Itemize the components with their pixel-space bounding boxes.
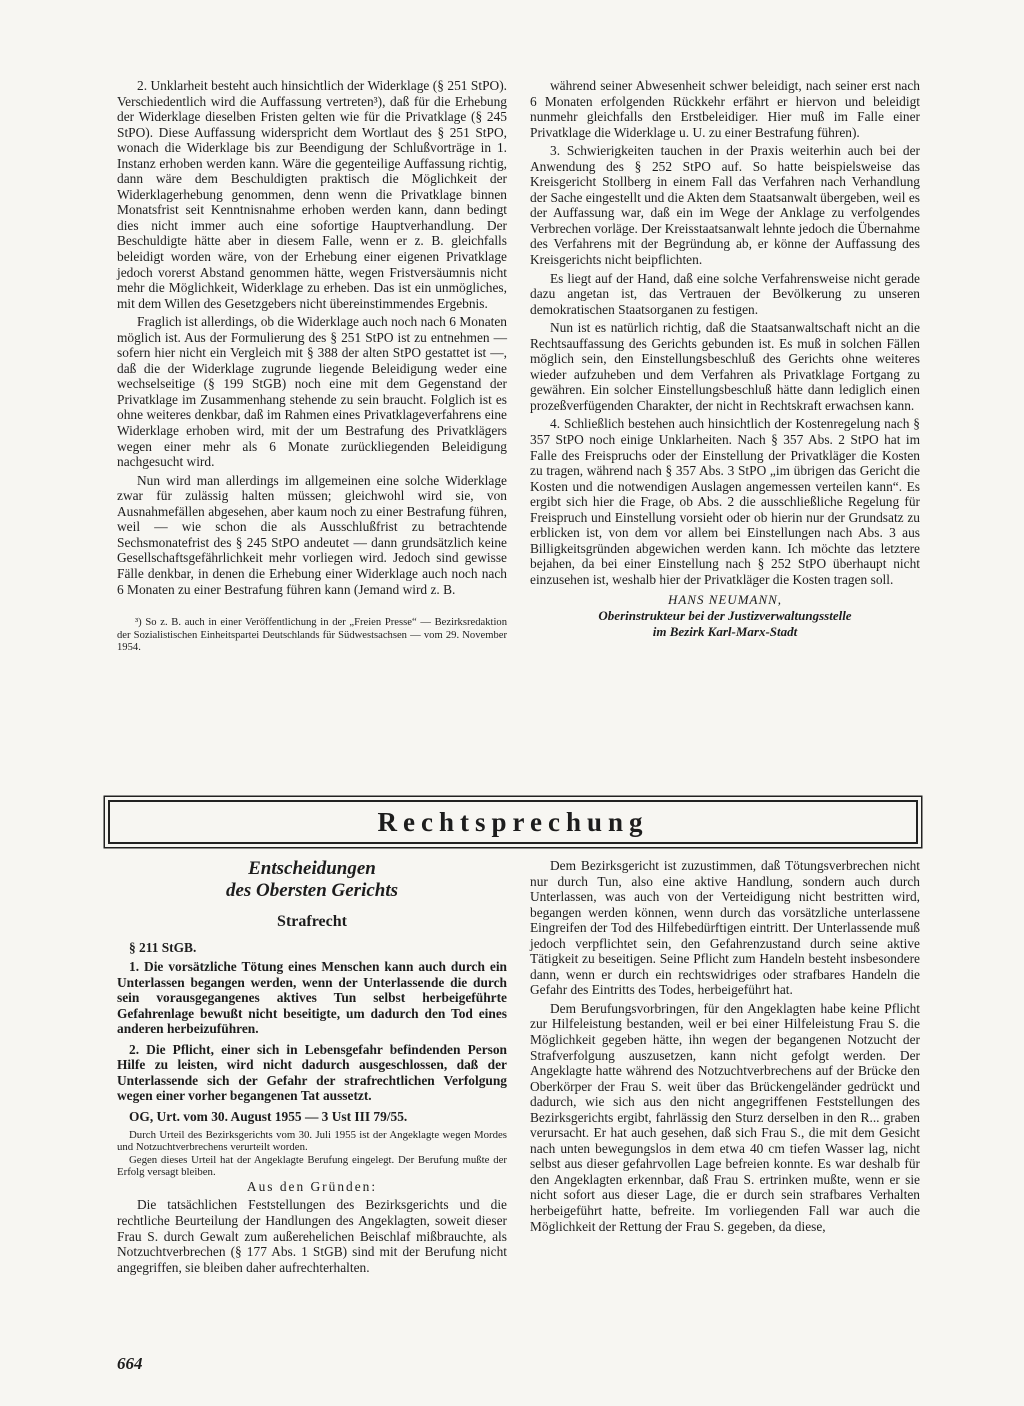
paragraph: Nun ist es natürlich richtig, daß die Staatsanwaltschaft nicht an die Rechtsauffassung des Gerichts gebunden ist. Es muß in solchen Fällen möglich sein, den Einstellungsbeschluß des Gerichts ohne weiteres wieder aufzuheben und dem Verfahren als Privatklage Fortgang zu gewähren. Ein solcher Einstellungsbeschluß hätte dann lediglich einen prozeßverfügenden Charakter, der nicht in Rechtskraft erwachsen kann. — [530, 320, 920, 413]
bottom-right-column — [530, 858, 920, 1237]
author-location: im Bezirk Karl-Marx-Stadt — [652, 623, 798, 639]
paragraph: Es liegt auf der Hand, daß eine solche Verfahrensweise nicht gerade dazu angetan ist, das Vertrauen der Bevölkerung zu unseren demokratischen Staatsorganen zu festigen. — [530, 270, 920, 317]
paragraph: Fraglich ist allerdings, ob die Widerklage auch noch nach 6 Monaten möglich ist. Aus der Formulierung des § 251 StPO ist zu entnehmen — sofern hier nicht ein Vergleich mit § 388 der alten StPO gestattet ist —, daß die der Widerklage zugrunde liegende Beleidigung weder eine wechselseitige (§ 199 StGB) noch eine mit dem Gegenstand der Privatklage im Zusammenhang stehende zu sein braucht. Folglich ist es ohne weiteres denkbar, daß im Rahmen eines Privatklageverfahrens eine Widerklage erhoben wird, mit der um Bestrafung des Privatklägers wegen einer mehr als 6 Monate zurückliegenden Beleidigung nachgesucht wird. — [117, 314, 507, 470]
top-right-column — [530, 78, 920, 640]
case-summary-text: Durch Urteil des Bezirksgerichts vom 30. Juli 1955 ist der Angeklagte wegen Mordes und Notzuchtverbrechens verurteilt worden. — [117, 1128, 507, 1154]
paragraph: Dem Berufungsvorbringen, für den Angeklagten habe keine Pflicht zur Hilfeleistung bestanden, weil er bei einer Hilfeleistung Frau S. die Möglichkeit gegeben hätte, ihn wegen der begangenen Notzucht der Strafverfolgung auszusetzen, kann nicht gefolgt werden. Der Angeklagte hatte während des Notzuchtverbrechens auf der Brücke den Oberkörper der Frau S. weit über das Brückengeländer gedrückt und dadurch, wie sich aus den nicht angegriffenen Feststellungen des Bezirksgerichts ergibt, fahrlässig den Sturz derselben in den R... graben verursacht. Er hat auch gesehen, daß sich Frau S., die mit dem Gesicht nach unten bewegungslos in dem etwa 40 cm tiefen Wasser lag, nicht selbst aus dieser gefahrvollen Lage befreien konnte. Es war deshalb für den Angeklagten erkennbar, daß Frau S. ertrinken mußte, wenn er sie nicht sofort aus dieser Lage, die er durch sein strafbares Verhalten herbeigeführt hatte, befreite. Im vorliegenden Fall war auch die Möglichkeit der Rettung der Frau S. gegeben, da diese, — [530, 1000, 920, 1234]
footnote-text: ³) So z. B. auch in einer Veröffentlichung in der „Freien Presse“ — Bezirksredaktion der Sozialistischen Einheitspartei Deutschlands für Südwestsachsen — vom 29. November 1954. — [117, 617, 507, 654]
judgment-citation: OG, Urt. vom 30. August 1955 — 3 Ust III 79/55. — [129, 1109, 408, 1125]
section-subheading: Strafrecht — [277, 913, 347, 930]
section-banner — [108, 800, 918, 844]
top-left-column — [117, 78, 507, 655]
reasons-heading: Aus den Gründen: — [246, 1178, 378, 1194]
paragraph: Die tatsächlichen Feststellungen des Bezirksgerichts und die rechtliche Beurteilung der Handlungen des Angeklagten, soweit dieser Frau S. durch Gewalt zum außerehelichen Beischlaf mißbrauchte, als Notzuchtverbrechen (§ 177 Abs. 1 StGB) sind mit der Berufung nicht angegriffen, sie bleiben daher aufrechterhalten. — [117, 1197, 507, 1275]
paragraph: 2. Unklarheit besteht auch hinsichtlich der Widerklage (§ 251 StPO). Verschiedentlich wird die Auffassung vertreten³), daß für die Erhebung der Widerklage dieselben Fristen gelten wie für die Privatklage (§ 245 StPO). Diese Auffassung widerspricht dem Wortlaut des § 251 StPO, wonach die Widerklage bis zur Beendigung der Schlußvorträge in 1. Instanz erhoben werden kann. Wäre die gegenteilige Auffassung richtig, dann wäre dem Beschuldigten praktisch die Möglichkeit der Widerklagerhebung genommen, denn wenn die Privatklage binnen Monatsfrist seit Kenntnisnahme erhoben werden kann, dann bedingt dies nicht immer auch eine sofortige Hauptverhandlung. Der Beschuldigte hätte aber in diesem Falle, wenn er z. B. gleichfalls beleidigt worden wäre, von der Erhebung einer eigenen Privatklage jedoch vorerst Abstand genommen hätte, wegen Fristversäumnis nicht mehr die Möglichkeit, Widerklage zu erheben. Das ist ein unmögliches, mit dem Willen des Gesetzgebers nicht übereinstimmendes Ergebnis. — [117, 78, 507, 311]
case-summary-text: Gegen dieses Urteil hat der Angeklagte Berufung eingelegt. Der Berufung mußte der Erfolg versagt bleiben. — [117, 1153, 507, 1179]
paragraph: Nun wird man allerdings im allgemeinen eine solche Widerklage zwar für zulässig halten müssen; gleichwohl wird sie, von Ausnahmefällen abgesehen, aber kaum noch zu einer Bestrafung führen, weil — wie schon die als Ausschlußfrist zu betrachtende Sechsmonatefrist des § 245 StPO andeutet — dann grundsätzlich keine Gesellschaftsgefährlichkeit mehr vorliegen wird. Jedoch sind gewisse Fälle denkbar, in denen die Erhebung einer Widerklage auch noch nach 6 Monaten zu einer Bestrafung führen kann (Jemand wird z. B. — [117, 472, 507, 597]
author-role: Oberinstrukteur bei der Justizverwaltungsstelle — [598, 607, 852, 623]
author-name: HANS NEUMANN, — [667, 591, 783, 607]
law-reference: § 211 StGB. — [129, 939, 197, 955]
bottom-left-column — [117, 858, 507, 1278]
section-heading-line-1: Entscheidungen — [248, 858, 376, 879]
page-number: 664 — [117, 1354, 143, 1373]
banner-title: Rechtsprechung — [377, 806, 649, 837]
footnote — [117, 617, 507, 655]
headnote-1: 1. Die vorsätzliche Tötung eines Menschen kann auch durch ein Unterlassen begangen werden, wenn der Unterlassende die durch sein vorausgegangenes aktives Tun selbst herbeigeführte Gefahrenlage bewußt nicht beseitigte, um dadurch den Tod eines anderen herbeizuführen. — [117, 959, 507, 1037]
paragraph: 3. Schwierigkeiten tauchen in der Praxis weiterhin auch bei der Anwendung des § 252 StPO auf. So hatte beispielsweise das Kreisgericht Stollberg in einem Fall das Verfahren nach Verhandlung der Sache eingestellt und die Akten dem Staatsanwalt übergeben, weil es der Auffassung war, daß ein im Wege der Anklage zu verfolgendes Verbrechen vorläge. Der Kreisstaatsanwalt lehnte jedoch die Übernahme des Verfahrens mit der Begründung ab, er könne der Auffassung des Kreisgerichts nicht beipflichten. — [530, 143, 920, 268]
paragraph: Dem Bezirksgericht ist zuzustimmen, daß Tötungsverbrechen nicht nur durch Tun, also eine aktive Handlung, sondern auch durch Unterlassen, was auch von der Verteidigung nicht bestritten wird, begangen werden können, wenn durch das vorsätzliche unterlassene Eingreifen der Tod des Hilfebedürftigen eintritt. Der Unterlassende muß jedoch verpflichtet sein, den Gefahrenzustand durch seine aktive Tätigkeit zu beseitigen. Seine Pflicht zum Handeln besteht insbesondere dann, wenn er durch ein rechtswidriges oder strafbares Handeln die Gefahr des Eintritts des Todes, herbeigeführt hat. — [530, 858, 920, 998]
headnote-2: 2. Die Pflicht, einer sich in Lebensgefahr befindenden Person Hilfe zu leisten, wird nicht dadurch ausgeschlossen, daß der Unterlassende sich der Gefahr der strafrechtlichen Verfolgung wegen einer vorher begangenen Tat aussetzt. — [117, 1041, 507, 1104]
section-heading-line-2: des Obersten Gerichts — [225, 880, 399, 901]
paragraph: 4. Schließlich bestehen auch hinsichtlich der Kostenregelung nach § 357 StPO noch einige Unklarheiten. Nach § 357 Abs. 2 StPO hat im Falle des Freispruchs oder der Einstellung der Privatkläger die Kosten zu tragen, während nach § 357 Abs. 3 StPO „im übrigen das Gericht die Kosten und die notwendigen Auslagen angemessen verteilen kann“. Es ergibt sich hier die Frage, ob Abs. 2 die ausschließliche Regelung für Freispruch und Einstellung vorsieht oder ob hierin nur der Grundsatz zu erblicken ist, von dem vor allem bei Einstellungen nach Abs. 3 aus Billigkeitsgründen abgewichen werden kann. Ich möchte das letztere bejahen, da bei einer Einstellung nach § 252 StPO überhaupt nicht einzusehen ist, weshalb hier der Privatkläger die Kosten tragen soll. — [530, 416, 920, 587]
case-summary — [117, 1129, 507, 1179]
paragraph: während seiner Abwesenheit schwer beleidigt, nach seiner erst nach 6 Monaten erfolgenden Rückkehr erfährt er hiervon und beleidigt nunmehr gleichfalls den Erstbeleidiger. Hier muß im Falle einer Privatklage die Widerklage u. U. zu einer Bestrafung führen). — [530, 78, 920, 140]
author-signature — [530, 592, 920, 640]
